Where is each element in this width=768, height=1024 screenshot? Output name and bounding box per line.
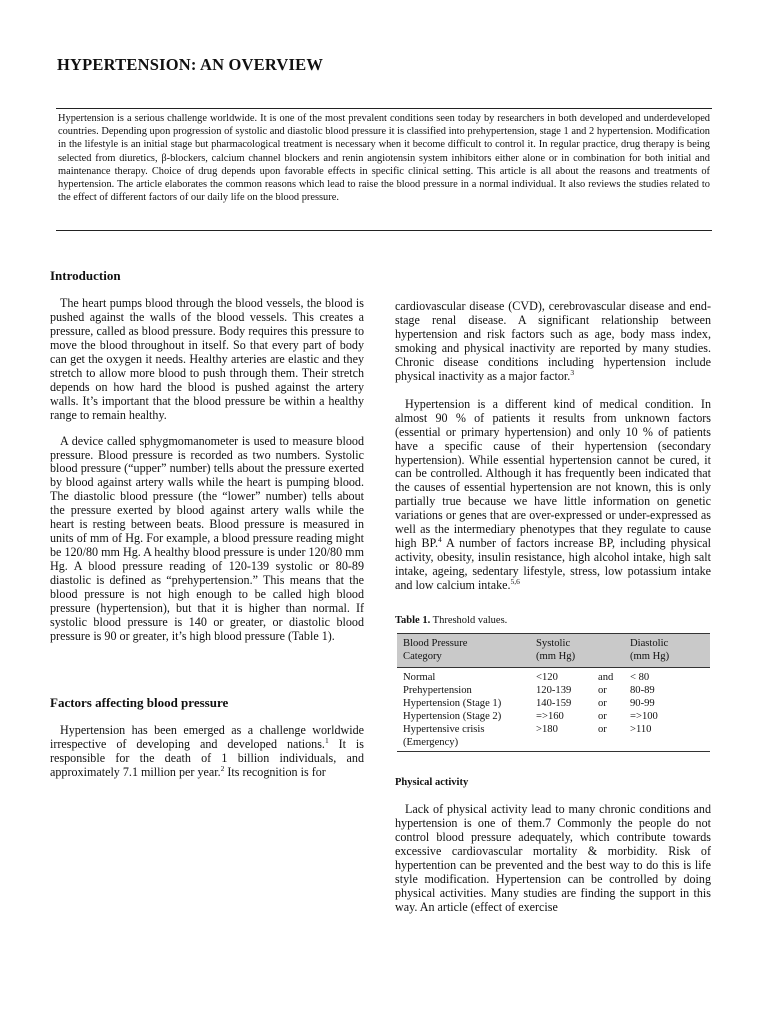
table-row bbox=[397, 736, 710, 752]
cell-diastolic bbox=[624, 736, 710, 752]
cell-category: Prehypertension bbox=[397, 684, 530, 697]
cell-category: (Emergency) bbox=[397, 736, 530, 752]
factors-body-left bbox=[50, 724, 364, 780]
factors-paragraph-1: Hypertension has been emerged as a challenge worldwide irrespective of developing and developed nations.$^1$ It is responsible for the death of 1 billion individuals, and approximately 7.1 million per year.$^2$ Its recognition is for bbox=[50, 723, 364, 779]
cell-conjunction: or bbox=[592, 697, 624, 710]
section-heading-introduction: Introduction bbox=[50, 268, 121, 283]
article-title: HYPERTENSION: AN OVERVIEW bbox=[57, 55, 324, 74]
factors-paragraph-2: Hypertension is a different kind of medical condition. In almost 90 % of patients it results from unknown factors (essential or primary hypertension) and only 10 % of patients have a specific cause of their hypertension (secondary hypertension). While essential hypertension cannot be cured, it can be controlled. Although it has frequently been indicated that the causes of essential hypertension are not known, this is only partially true because we have little information on genetic variations or genes that are over-expressed or under-expressed as well as the intermediary phenotypes that they regulate to cause high BP.$^4$ A number of factors increase BP, including physical activity, obesity, insulin resistance, high alcohol intake, high salt intake, ageing, sedentary lifestyle, stress, low potassium intake and low calcium intake.$^{5,6}$ bbox=[395, 396, 712, 593]
table-row bbox=[397, 697, 710, 710]
cell-diastolic: 80-89 bbox=[624, 684, 710, 697]
cell-diastolic: >110 bbox=[624, 723, 710, 736]
intro-paragraph-2: A device called sphygmomanometer is used to measure blood pressure. Blood pressure is recorded as two numbers. Systolic blood pressure (“upper” number) tells about the pressure exerted by blood against artery walls while the heart is pumping blood. The diastolic blood pressure (the “lower” number) tells about the pressure exerted by blood against artery walls while the heart is resting between beats. Blood pressure is measured in units of mm of Hg. For example, a blood pressure reading might be 120/80 mm Hg. A healthy blood pressure is under 120/80 mm Hg. A blood pressure reading of 120-139 systolic or 80-89 diastolic is defined as “prehypertension.” This means that the blood pressure is not high enough to be called high blood pressure (hypertension), but that it is higher than normal. If systolic blood pressure is 140 or greater, or diastolic blood pressure is 90 or greater, it’s high blood pressure (Table 1). bbox=[50, 433, 364, 643]
cell-diastolic: 90-99 bbox=[624, 697, 710, 710]
cell-systolic: =>160 bbox=[530, 710, 592, 723]
table-caption: Table 1. Threshold values. bbox=[395, 615, 508, 626]
cell-conjunction: or bbox=[592, 684, 624, 697]
table-row bbox=[397, 668, 710, 685]
factors-body-right bbox=[395, 300, 711, 593]
cell-conjunction: or bbox=[592, 710, 624, 723]
abstract-bottom-rule bbox=[56, 230, 712, 231]
cell-systolic: >180 bbox=[530, 723, 592, 736]
physical-activity-paragraph: Lack of physical activity lead to many chronic conditions and hypertension is one of them.7 Commonly the people do not control blood pressure adequately, which contribute towards excessive cardiovascular mortality & morbidity. Risk of hypertention can be prevented and the best way to do this is life style modification. Hypertension can be controlled by doing physical activities. Many studies are finding the support in this way. An article (effect of exercise bbox=[395, 802, 711, 914]
table-row bbox=[397, 723, 710, 736]
cell-category: Hypertension (Stage 2) bbox=[397, 710, 530, 723]
cell-systolic: 120-139 bbox=[530, 684, 592, 697]
factors-paragraph-1-continued: cardiovascular disease (CVD), cerebrovascular disease and end-stage renal disease. A significant relationship between hypertension and risk factors such as age, body mass index, smoking and physical inactivity are reported by many studies. Chronic disease conditions including hypertension include physical inactivity as a major factor.$^3$ bbox=[395, 299, 711, 383]
cell-systolic: <120 bbox=[530, 668, 592, 685]
cell-conjunction bbox=[592, 736, 624, 752]
header-systolic: Systolic (mm Hg) bbox=[530, 634, 592, 668]
cell-category: Hypertensive crisis bbox=[397, 723, 530, 736]
introduction-body bbox=[50, 297, 364, 644]
section-heading-factors: Factors affecting blood pressure bbox=[50, 695, 229, 710]
cell-conjunction: and bbox=[592, 668, 624, 685]
abstract-text: Hypertension is a serious challenge worldwide. It is one of the most prevalent conditions seen today by researchers in both developed and underdeveloped countries. Depending upon progression of systolic and diastolic blood pressure it is classified into prehypertension, stage 1 and 2 hypertension. Modification in the lifestyle is an initial stage but pharmacological treatment is necessary when it become difficult to control it. In regular practice, drug therapy is being selected from diuretics, β-blockers, calcium channel blockers and renin angiotensin system inhibitors either alone or in combination for both initial and maintenance therapy. Choice of drug depends upon favorable effects in specific clinical setting. This article is all about the reasons and treatments of hypertension. The article elaborates the common reasons which lead to raise the blood pressure in a normal individual. It also reviews the studies related to the effect of different factors of our daily life on the blood pressure. bbox=[58, 113, 710, 204]
table-row bbox=[397, 684, 710, 697]
header-diastolic: Diastolic (mm Hg) bbox=[624, 634, 710, 668]
table-header-row bbox=[397, 634, 710, 668]
threshold-table bbox=[397, 633, 710, 752]
abstract-top-rule bbox=[56, 108, 712, 109]
header-category: Blood Pressure Category bbox=[397, 634, 530, 668]
cell-diastolic: =>100 bbox=[624, 710, 710, 723]
cell-category: Normal bbox=[397, 668, 530, 685]
header-spacer bbox=[592, 634, 624, 668]
section-heading-physical-activity: Physical activity bbox=[395, 777, 469, 788]
cell-conjunction: or bbox=[592, 723, 624, 736]
table-row bbox=[397, 710, 710, 723]
cell-category: Hypertension (Stage 1) bbox=[397, 697, 530, 710]
cell-systolic bbox=[530, 736, 592, 752]
cell-systolic: 140-159 bbox=[530, 697, 592, 710]
physical-activity-body bbox=[395, 803, 711, 915]
intro-paragraph-1: The heart pumps blood through the blood vessels, the blood is pushed against the walls of the blood vessels. This creates a pressure, called as blood pressure. Body requires this pressure to move the blood throughout in itself. So that every part of body can get the oxygen it needs. Healthy arteries are elastic and they stretch to allow more blood to push through them. Their stretch depends on how hard the blood is pushed against the artery walls. It’s important that the blood pressure be within a healthy range to remain healthy. bbox=[50, 296, 364, 422]
cell-diastolic: < 80 bbox=[624, 668, 710, 685]
